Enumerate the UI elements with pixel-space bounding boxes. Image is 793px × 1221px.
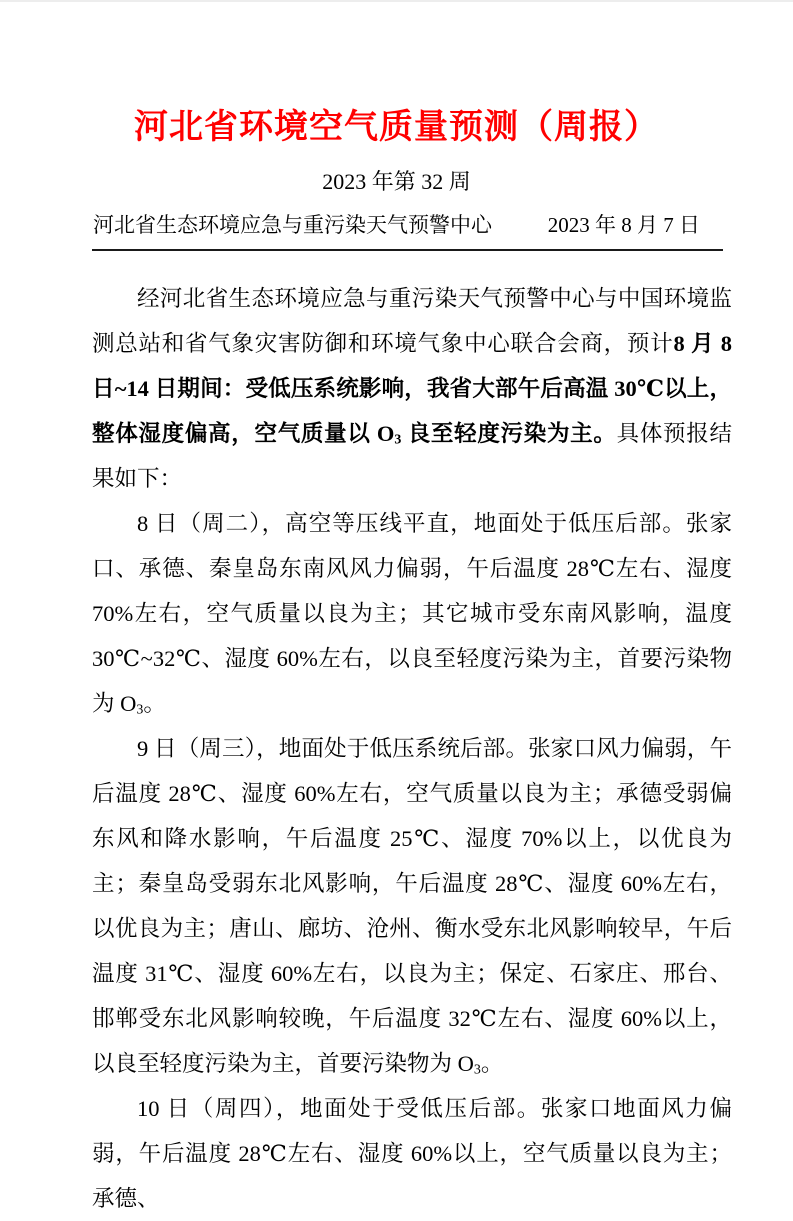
text-segment: 具体预报结果如下：: [92, 421, 732, 491]
text-segment: 。: [143, 691, 166, 716]
week-number-line: 2023 年第 32 周: [322, 169, 471, 194]
issue-date: 2023 年 8 月 7 日: [547, 213, 700, 237]
text-segment: 3: [473, 1062, 481, 1078]
text-segment: 10 日（周四），地面处于受低压后部。张家口地面风力偏弱，午后温度 28℃左右、湿度 60%以上，空气质量以良为主；承德、: [92, 1096, 732, 1211]
text-segment: 9 日（周三），地面处于低压系统后部。张家口风力偏弱，午后温度 28℃、湿度 60%左右，空气质量以良为主；承德受弱偏东风和降水影响，午后温度 25℃、湿度 70%以上，以优良为主；秦皇岛受弱东北风影响，午后温度 28℃、湿度 60%左右，以优良为主；唐山、廊坊、沧州、衡水受东北风影响较早，午后温度 31℃、湿度 60%左右，以良为主；保定、石家庄、邢台、邯郸受东北风影响较晚，午后温度 32℃左右、湿度 60%以上，以良至轻度污染为主，首要污染物为 O: [92, 736, 732, 1076]
text-segment: 良至轻度污染为主。: [401, 421, 617, 446]
issuer-row: [93, 210, 700, 240]
text-segment: 3: [136, 702, 144, 718]
text-segment: 。: [480, 1051, 504, 1076]
paragraph-summary: [92, 276, 732, 501]
issuer-name: 河北省生态环境应急与重污染天气预警中心: [93, 213, 492, 237]
text-segment: 3: [394, 432, 402, 448]
forecast-body: [92, 276, 732, 1221]
header-divider: [92, 249, 723, 251]
paragraph-day-10-forecast: [92, 1086, 732, 1221]
text-segment: 8 月 8 日~14 日期间：受低压系统影响，我省大部午后高温 30℃以上，整体湿度偏高，空气质量以 O: [92, 331, 732, 446]
text-segment: 8 日（周二），高空等压线平直，地面处于低压后部。张家口、承德、秦皇岛东南风风力偏弱，午后温度 28℃左右、湿度 70%左右，空气质量以良为主；其它城市受东南风影响，温度 30℃~32℃、湿度 60%左右，以良至轻度污染为主，首要污染物为 O: [92, 511, 732, 716]
text-segment: 经河北省生态环境应急与重污染天气预警中心与中国环境监测总站和省气象灾害防御和环境气象中心联合会商，预计: [92, 286, 732, 356]
paragraph-day-9-forecast: [92, 726, 732, 1086]
paragraph-day-8-forecast: [92, 501, 732, 726]
document-title: 河北省环境空气质量预测（周报）: [134, 109, 659, 146]
